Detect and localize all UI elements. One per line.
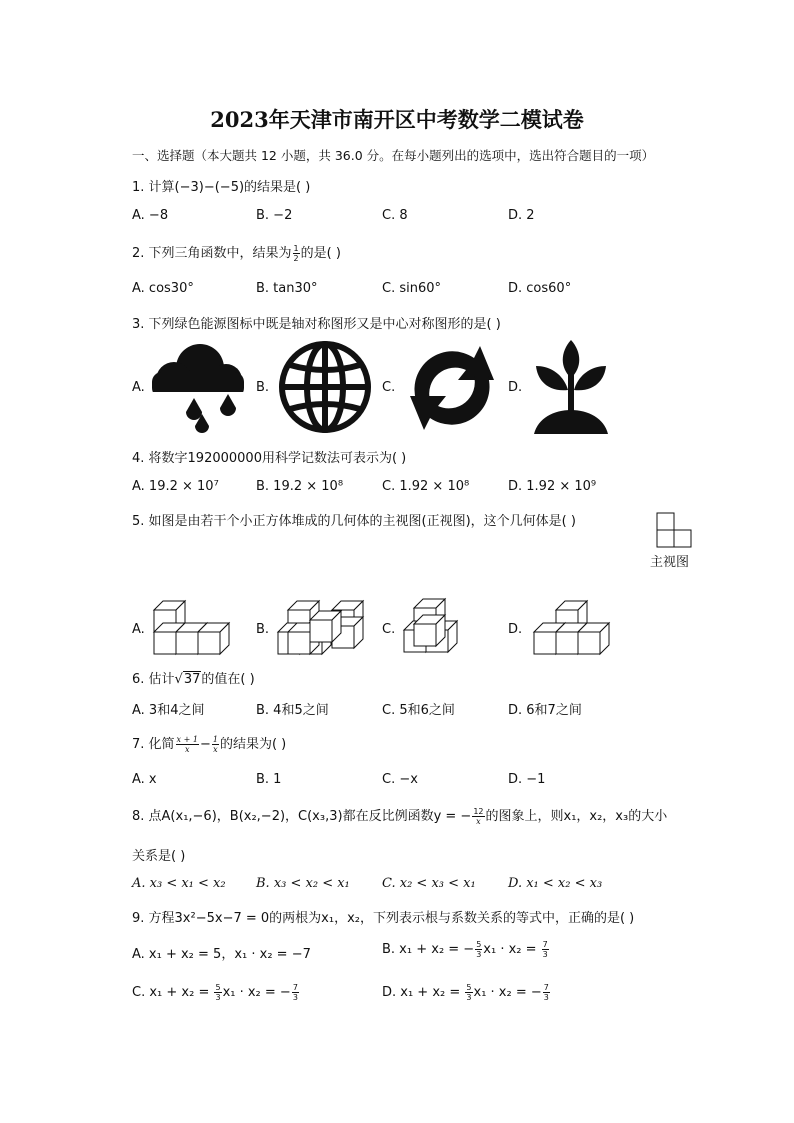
q4-option-a[interactable]: A. 19.2 × 10⁷: [132, 479, 219, 494]
q5-option-b[interactable]: B.: [256, 622, 270, 637]
q9-b-f1-den: 3: [476, 950, 482, 959]
q2-option-b[interactable]: B. tan30°: [256, 281, 318, 296]
q7-stem-post: 的结果为( ): [219, 737, 287, 752]
q9-d-mid: x₁ · x₂ = −: [473, 985, 542, 1000]
q8-frac-den: x: [476, 817, 481, 826]
q3-option-c[interactable]: C.: [382, 380, 396, 395]
q9-d-frac-2: [543, 983, 550, 1002]
q6-stem: [132, 668, 255, 687]
q5-option-c[interactable]: C.: [382, 622, 396, 637]
q9-option-d[interactable]: [382, 983, 551, 1002]
q7-stem-pre: 7. 化简: [132, 737, 175, 752]
q1-stem: 1. 计算(−3)−(−5)的结果是( ): [132, 180, 311, 195]
sprout-icon: [532, 338, 610, 436]
q6-option-a[interactable]: A. 3和4之间: [132, 703, 205, 718]
q4-option-d[interactable]: D. 1.92 × 10⁹: [508, 479, 597, 494]
q7-option-d[interactable]: D. −1: [508, 772, 546, 787]
section-heading: 一、选择题（本大题共 12 小题，共 36.0 分。在每小题列出的选项中，选出符合题目的一项）: [132, 148, 655, 163]
q9-c-mid: x₁ · x₂ = −: [222, 985, 291, 1000]
q9-d-f1-num: 5: [466, 983, 472, 992]
q7-f2-den: x: [213, 745, 218, 754]
q8-stem-line2: 关系是( ): [132, 849, 186, 864]
q6-stem-pre: 6. 估计: [132, 672, 175, 687]
q9-option-b[interactable]: [382, 940, 550, 959]
unit-cube: [310, 611, 341, 642]
q9-c-f1-num: 5: [215, 983, 221, 992]
q7-f1-den: x: [184, 745, 190, 754]
q9-stem: 9. 方程3x²−5x−7 = 0的两根为x₁，x₂，下列表示根与系数关系的等式中，正确的是( ): [132, 911, 635, 926]
q3-option-a[interactable]: A.: [132, 380, 145, 395]
q2-option-a[interactable]: A. cos30°: [132, 281, 194, 296]
q9-b-f1-num: 5: [476, 940, 482, 949]
q6-option-c[interactable]: C. 5和6之间: [382, 703, 455, 718]
q4-option-b[interactable]: B. 19.2 × 10⁸: [256, 479, 344, 494]
q3-stem: 3. 下列绿色能源图标中既是轴对称图形又是中心对称图形的是( ): [132, 317, 501, 332]
q9-c-pre: C. x₁ + x₂ =: [132, 985, 214, 1000]
q9-c-frac-1: [214, 983, 221, 1002]
q9-option-a[interactable]: A. x₁ + x₂ = 5，x₁ · x₂ = −7: [132, 947, 311, 962]
q7-stem: [132, 733, 286, 754]
q6-option-b[interactable]: B. 4和5之间: [256, 703, 329, 718]
sqrt-sign: √: [174, 672, 183, 687]
q7-f2-num: 1: [212, 735, 218, 744]
q6-stem-post: 的值在( ): [201, 672, 255, 687]
cube-figure-c: [402, 598, 468, 660]
q8-option-c[interactable]: C. x₂ < x₃ < x₁: [382, 876, 476, 891]
q9-option-c[interactable]: [132, 983, 300, 1002]
unit-cube: [198, 623, 229, 654]
q9-d-f1-den: 3: [466, 993, 472, 1002]
q3-option-d[interactable]: D.: [508, 380, 523, 395]
unit-cube: [578, 623, 609, 654]
q8-stem-pre: 8. 点A(x₁,−6)，B(x₂,−2)，C(x₃,3)都在反比例函数y = −: [132, 809, 472, 824]
q9-c-f1-den: 3: [215, 993, 221, 1002]
q2-stem: [132, 242, 341, 263]
front-view-diagram: [656, 512, 692, 548]
q9-d-frac-1: [465, 983, 472, 1002]
q2-option-c[interactable]: C. sin60°: [382, 281, 442, 296]
q1-option-d[interactable]: D. 2: [508, 208, 535, 223]
q8-fraction: [472, 807, 484, 826]
q7-option-a[interactable]: A. x: [132, 772, 157, 787]
q9-b-f2-den: 3: [542, 950, 548, 959]
cube-figure-d: [530, 600, 612, 660]
q6-radicand: 37: [183, 672, 201, 687]
q2-frac-den: 2: [293, 254, 299, 263]
rain-cloud-icon: [150, 342, 246, 434]
globe-icon: [278, 340, 372, 434]
q1-option-b[interactable]: B. −2: [256, 208, 293, 223]
q7-option-c[interactable]: C. −x: [382, 772, 418, 787]
q9-b-frac-1: [475, 940, 482, 959]
q2-frac-num: 1: [293, 244, 299, 253]
front-view-label: 主视图: [650, 555, 690, 570]
q9-d-f2-num: 7: [543, 983, 549, 992]
q9-b-f2-num: 7: [542, 940, 548, 949]
q2-fraction: [293, 244, 300, 263]
q5-option-a[interactable]: A.: [132, 622, 145, 637]
q9-d-f2-den: 3: [543, 993, 549, 1002]
q8-option-d[interactable]: D. x₁ < x₂ < x₃: [508, 876, 603, 891]
q4-stem: 4. 将数字192000000用科学记数法可表示为( ): [132, 451, 407, 466]
q2-stem-pre: 2. 下列三角函数中，结果为: [132, 246, 292, 261]
recycle-arrows-icon: [402, 342, 502, 434]
cube-figure-b: [276, 596, 366, 660]
q8-option-b[interactable]: B. x₃ < x₂ < x₁: [256, 876, 350, 891]
q6-option-d[interactable]: D. 6和7之间: [508, 703, 582, 718]
q8-frac-num: 12: [473, 807, 484, 816]
q4-option-c[interactable]: C. 1.92 × 10⁸: [382, 479, 470, 494]
q9-c-f2-den: 3: [292, 993, 298, 1002]
q9-b-frac-2: [542, 940, 549, 959]
q1-option-c[interactable]: C. 8: [382, 208, 408, 223]
q7-fraction-2: [212, 735, 219, 754]
q2-option-d[interactable]: D. cos60°: [508, 281, 572, 296]
q8-stem: [132, 805, 667, 826]
q7-f1-num: x + 1: [176, 735, 198, 744]
q9-c-f2-num: 7: [292, 983, 298, 992]
q1-option-a[interactable]: A. −8: [132, 208, 169, 223]
q7-option-b[interactable]: B. 1: [256, 772, 282, 787]
q5-stem: 5. 如图是由若干个小正方体堆成的几何体的主视图(正视图)，这个几何体是( ): [132, 514, 576, 529]
q7-minus: −: [199, 737, 211, 752]
q8-stem-post: 的图象上，则x₁，x₂，x₃的大小: [485, 809, 668, 824]
q3-option-b[interactable]: B.: [256, 380, 270, 395]
q2-stem-post: 的是( ): [300, 246, 341, 261]
page-title: 2023年天津市南开区中考数学二模试卷: [210, 107, 584, 132]
cube-figure-a: [150, 600, 234, 660]
q9-b-mid: x₁ · x₂ =: [483, 942, 541, 957]
q9-c-frac-2: [292, 983, 299, 1002]
q9-b-pre: B. x₁ + x₂ = −: [382, 942, 475, 957]
q5-option-d[interactable]: D.: [508, 622, 523, 637]
q9-d-pre: D. x₁ + x₂ =: [382, 985, 465, 1000]
unit-cube: [414, 615, 445, 646]
q7-fraction-1: [176, 735, 199, 754]
q8-option-a[interactable]: A. x₃ < x₁ < x₂: [132, 876, 226, 891]
